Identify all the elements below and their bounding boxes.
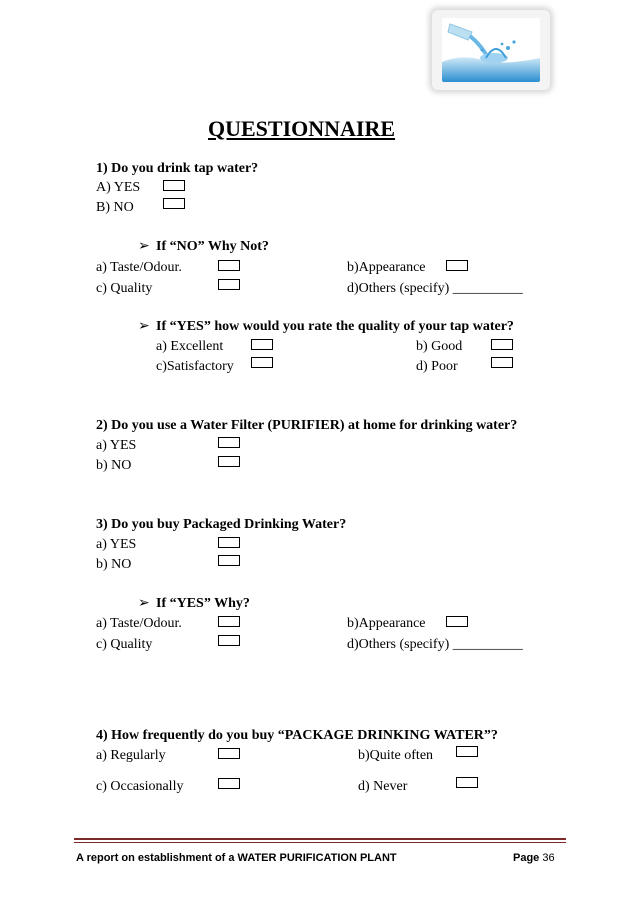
q3-yes-checkbox-c[interactable]	[218, 635, 240, 646]
q1-yes-checkbox-c[interactable]	[251, 357, 273, 368]
q1-yes-option-c: c)Satisfactory	[156, 359, 234, 374]
page-title: QUESTIONNAIRE	[208, 116, 396, 141]
logo-frame	[432, 10, 550, 90]
q2-option-b: b) NO	[96, 458, 132, 473]
q3-question: 3) Do you buy Packaged Drinking Water?	[96, 517, 347, 532]
q1-no-checkbox-c[interactable]	[218, 279, 240, 290]
bullet-arrow-icon: ➢	[138, 319, 150, 334]
q2-option-a: a) YES	[96, 438, 137, 453]
q3-yes-checkbox-b[interactable]	[446, 616, 468, 627]
q1-no-option-d: d)Others (specify) __________	[347, 281, 523, 296]
q1-yes-option-b: b) Good	[416, 339, 463, 354]
q3-option-b: b) NO	[96, 557, 132, 572]
q4-checkbox-d[interactable]	[456, 777, 478, 788]
q3-yes-option-b: b)Appearance	[347, 616, 426, 631]
q1-option-a: A) YES	[96, 180, 141, 195]
bullet-arrow-icon: ➢	[138, 239, 150, 254]
footer-report-title: A report on establishment of a WATER PURIFICATION PLANT	[76, 852, 397, 864]
q1-yes-checkbox-b[interactable]	[491, 339, 513, 350]
q1-checkbox-b[interactable]	[163, 198, 185, 209]
water-splash-image	[442, 18, 540, 82]
q1-option-b: B) NO	[96, 200, 134, 215]
q1-no-heading: If “NO” Why Not?	[156, 239, 269, 254]
q1-yes-option-d: d) Poor	[416, 359, 458, 374]
q3-yes-option-d: d)Others (specify) __________	[347, 637, 523, 652]
q1-checkbox-a[interactable]	[163, 180, 185, 191]
q3-option-a: a) YES	[96, 537, 137, 552]
q3-checkbox-a[interactable]	[218, 537, 240, 548]
q1-no-checkbox-b[interactable]	[446, 260, 468, 271]
q3-checkbox-b[interactable]	[218, 555, 240, 566]
footer-page	[513, 853, 555, 864]
footer-rule-thin	[74, 842, 566, 843]
q4-checkbox-c[interactable]	[218, 778, 240, 789]
q3-yes-option-c: c) Quality	[96, 637, 153, 652]
q1-yes-checkbox-d[interactable]	[491, 357, 513, 368]
q3-yes-option-a: a) Taste/Odour.	[96, 616, 182, 631]
q1-yes-heading: If “YES” how would you rate the quality of your tap water?	[156, 319, 514, 334]
q1-no-checkbox-a[interactable]	[218, 260, 240, 271]
q2-checkbox-b[interactable]	[218, 456, 240, 467]
q2-question: 2) Do you use a Water Filter (PURIFIER) at home for drinking water?	[96, 418, 518, 433]
q2-checkbox-a[interactable]	[218, 437, 240, 448]
footer-page-number: 36	[542, 852, 555, 864]
q1-no-option-c: c) Quality	[96, 281, 153, 296]
footer-rule	[74, 838, 566, 840]
q4-checkbox-a[interactable]	[218, 748, 240, 759]
bullet-arrow-icon: ➢	[138, 596, 150, 611]
q4-option-b: b)Quite often	[358, 748, 434, 763]
q1-yes-option-a: a) Excellent	[156, 339, 224, 354]
q4-option-c: c) Occasionally	[96, 779, 184, 794]
q4-option-d: d) Never	[358, 779, 408, 794]
q1-question: 1) Do you drink tap water?	[96, 161, 259, 176]
q3-yes-checkbox-a[interactable]	[218, 616, 240, 627]
q4-question: 4) How frequently do you buy “PACKAGE DRINKING WATER”?	[96, 728, 498, 743]
q4-option-a: a) Regularly	[96, 748, 166, 763]
q1-no-option-b: b)Appearance	[347, 260, 426, 275]
q1-yes-checkbox-a[interactable]	[251, 339, 273, 350]
footer-page-label: Page	[513, 852, 540, 864]
q4-checkbox-b[interactable]	[456, 746, 478, 757]
q3-yes-heading: If “YES” Why?	[156, 596, 250, 611]
q1-no-option-a: a) Taste/Odour.	[96, 260, 182, 275]
